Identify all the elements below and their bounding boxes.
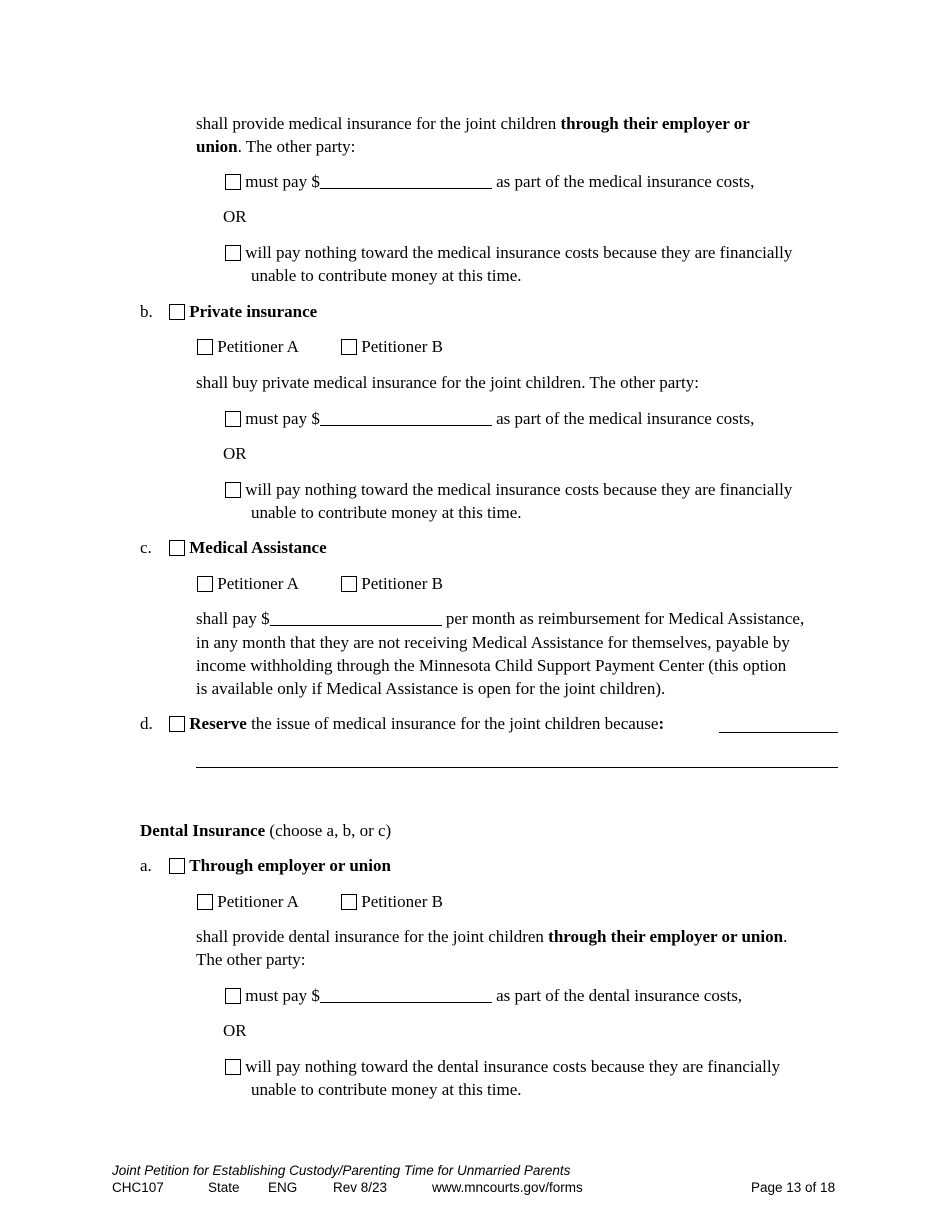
medical-b-pay-nothing-row: will pay nothing toward the medical insurance costs because they are financially — [225, 478, 792, 501]
dental-a-amount-field[interactable] — [320, 985, 492, 1003]
medical-a-must-pay-checkbox[interactable] — [225, 174, 241, 190]
medical-b-petitioner-b-checkbox[interactable] — [341, 339, 357, 355]
medical-c-title: Medical Assistance — [189, 538, 327, 557]
medical-a-amount-field[interactable] — [320, 171, 492, 189]
medical-c-line2: in any month that they are not receiving Medical Assistance for themselves, payable by — [196, 633, 790, 652]
dental-a-letter: a. — [140, 856, 152, 875]
dental-a-checkbox[interactable] — [169, 858, 185, 874]
dental-heading: Dental Insurance (choose a, b, or c) — [140, 821, 392, 840]
footer-form-code: CHC107 — [112, 1180, 164, 1195]
footer-lang: ENG — [268, 1180, 298, 1195]
medical-a-text-line1: shall provide medical insurance for the joint children through their employer or — [196, 114, 750, 133]
medical-d-letter: d. — [140, 714, 153, 733]
dental-a-petitioner-b-checkbox[interactable] — [341, 894, 357, 910]
medical-a-text-line2: union. The other party: — [196, 137, 356, 156]
medical-c-line3: income withholding through the Minnesota Child Support Payment Center (this option — [196, 656, 787, 675]
medical-b-petitioner-a-checkbox[interactable] — [197, 339, 213, 355]
medical-c-line4: is available only if Medical Assistance is open for the joint children). — [196, 679, 666, 698]
medical-a-must-pay-row: must pay $ as part of the medical insurance costs, — [225, 170, 754, 193]
footer-page-number: Page 13 of 18 — [751, 1180, 836, 1195]
dental-a-petitioner-b: Petitioner B — [341, 890, 443, 913]
medical-c-letter: c. — [140, 538, 152, 557]
medical-c-petitioner-a-checkbox[interactable] — [197, 576, 213, 592]
dental-a-title-row — [169, 854, 391, 877]
medical-b-shall-buy: shall buy private medical insurance for the joint children. The other party: — [196, 373, 699, 392]
medical-b-must-pay-checkbox[interactable] — [225, 411, 241, 427]
medical-c-checkbox[interactable] — [169, 540, 185, 556]
medical-b-or: OR — [223, 444, 247, 463]
medical-c-petitioner-b: Petitioner B — [341, 572, 443, 595]
dental-a-must-pay-checkbox[interactable] — [225, 988, 241, 1004]
dental-a-pay-nothing-row: will pay nothing toward the dental insurance costs because they are financially — [225, 1055, 780, 1078]
dental-a-pay-nothing-line2: unable to contribute money at this time. — [251, 1080, 522, 1099]
footer-url[interactable]: www.mncourts.gov/forms — [432, 1180, 583, 1195]
medical-b-petitioner-b: Petitioner B — [341, 335, 443, 358]
dental-a-pay-nothing-checkbox[interactable] — [225, 1059, 241, 1075]
dental-a-or: OR — [223, 1021, 247, 1040]
dental-a-text-line1: shall provide dental insurance for the joint children through their employer or union. — [196, 927, 788, 946]
medical-a-or: OR — [223, 207, 247, 226]
medical-a-pay-nothing-line2: unable to contribute money at this time. — [251, 266, 522, 285]
medical-b-must-pay-row: must pay $ as part of the medical insurance costs, — [225, 407, 754, 430]
medical-b-pay-nothing-checkbox[interactable] — [225, 482, 241, 498]
medical-d-row: Reserve the issue of medical insurance for the joint children because: — [169, 712, 664, 735]
footer-state: State — [208, 1180, 240, 1195]
dental-a-title: Through employer or union — [189, 856, 391, 875]
footer-rev: Rev 8/23 — [333, 1180, 388, 1195]
medical-c-petitioner-a: Petitioner A — [197, 572, 299, 595]
footer-form-title: Joint Petition for Establishing Custody/Parenting Time for Unmarried Parents — [112, 1163, 571, 1178]
medical-c-petitioner-b-checkbox[interactable] — [341, 576, 357, 592]
dental-a-petitioner-a-checkbox[interactable] — [197, 894, 213, 910]
medical-c-title-row — [169, 536, 327, 559]
medical-a-pay-nothing-row: will pay nothing toward the medical insurance costs because they are financially — [225, 241, 792, 264]
medical-c-shall-pay-line: shall pay $ per month as reimbursement for Medical Assistance, — [196, 609, 805, 628]
medical-b-amount-field[interactable] — [320, 408, 492, 426]
medical-b-title: Private insurance — [189, 302, 318, 321]
medical-b-letter: b. — [140, 302, 153, 321]
medical-b-title-row — [169, 300, 317, 323]
medical-a-pay-nothing-checkbox[interactable] — [225, 245, 241, 261]
dental-a-must-pay-row: must pay $ as part of the dental insurance costs, — [225, 984, 742, 1007]
medical-d-reason-field-1[interactable] — [719, 732, 838, 733]
medical-d-reason-field-2[interactable] — [196, 767, 838, 768]
medical-b-checkbox[interactable] — [169, 304, 185, 320]
dental-a-text-line2: The other party: — [196, 950, 306, 969]
medical-c-amount-field[interactable] — [270, 608, 442, 626]
medical-b-petitioner-a: Petitioner A — [197, 335, 299, 358]
medical-d-checkbox[interactable] — [169, 716, 185, 732]
dental-a-petitioner-a: Petitioner A — [197, 890, 299, 913]
medical-b-pay-nothing-line2: unable to contribute money at this time. — [251, 503, 522, 522]
